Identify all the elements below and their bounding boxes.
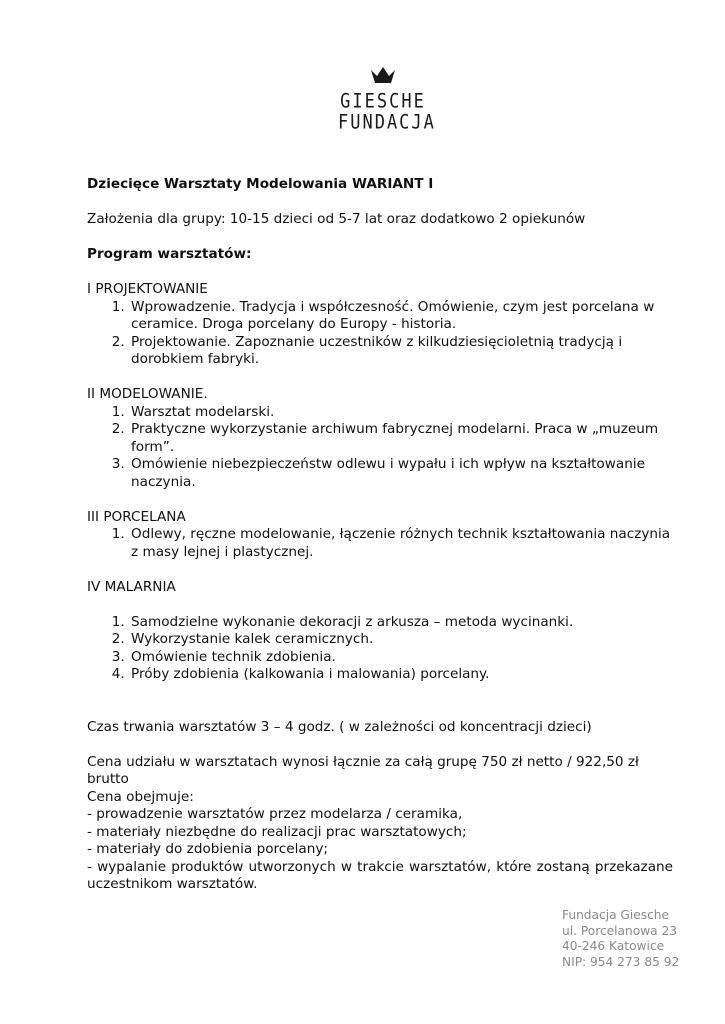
section-heading: III PORCELANA	[87, 508, 186, 525]
duration-text: Czas trwania warsztatów 3 – 4 godz. ( w zależności od koncentracji dzieci)	[87, 718, 592, 735]
section-list	[87, 526, 673, 561]
list-item: 2. Wykorzystanie kalek ceramicznych.	[129, 631, 673, 649]
footer-street: ul. Porcelanowa 23	[562, 923, 678, 938]
logo	[338, 66, 436, 135]
footer-address	[562, 908, 679, 970]
section-list	[87, 614, 673, 684]
list-item: 1. Warsztat modelarski.	[129, 404, 673, 422]
logo-line-2: FUNDACJA	[338, 111, 436, 135]
list-item: 2. Projektowanie. Zapoznanie uczestników z kilkudziesięcioletnią tradycją i dorobkiem fabryki.	[129, 334, 673, 369]
section-heading: II MODELOWANIE.	[87, 386, 208, 402]
list-item: 4. Próby zdobienia (kalkowania i malowania) porcelany.	[129, 666, 673, 684]
program-heading: Program warsztatów:	[87, 246, 252, 262]
section-porcelana	[87, 509, 673, 562]
section-projektowanie	[87, 281, 673, 369]
list-item: 1. Odlewy, ręczne modelowanie, łączenie różnych technik kształtowania naczynia z masy lejnej i plastycznej.	[129, 526, 673, 561]
includes-item: - materiały niezbędne do realizacji prac warsztatowych;	[87, 823, 467, 840]
list-item: 1. Samodzielne wykonanie dekoracji z arkusza – metoda wycinanki.	[129, 614, 673, 632]
includes-heading: Cena obejmuje:	[87, 788, 194, 805]
includes-item: - wypalanie produktów utworzonych w trakcie warsztatów, które zostaną przekazane uczestnikom warsztatów.	[87, 858, 673, 892]
list-item: 1. Wprowadzenie. Tradycja i współczesność. Omówienie, czym jest porcelana w ceramice. Droga porcelany do Europy - historia.	[129, 299, 673, 334]
footer-org-name: Fundacja Giesche	[562, 908, 670, 922]
includes-item: - materiały do zdobienia porcelany;	[87, 841, 328, 857]
price-text: Cena udziału w warsztatach wynosi łącznie za całą grupę 750 zł netto / 922,50 zł brutto	[87, 753, 639, 787]
list-item: 3. Omówienie niebezpieczeństw odlewu i wypału i ich wpływ na kształtowanie naczynia.	[129, 456, 673, 491]
list-item: 2. Praktyczne wykorzystanie archiwum fabrycznej modelarni. Praca w „muzeum form”.	[129, 421, 673, 456]
group-assumptions: Założenia dla grupy: 10-15 dzieci od 5-7 lat oraz dodatkowo 2 opiekunów	[87, 211, 586, 227]
document-body	[87, 176, 673, 894]
section-heading: IV MALARNIA	[87, 578, 176, 595]
section-modelowanie	[87, 386, 673, 491]
document-title: Dziecięce Warsztaty Modelowania WARIANT I	[87, 176, 434, 192]
section-malarnia	[87, 579, 673, 684]
footer-nip: NIP: 954 273 85 92	[562, 954, 680, 969]
section-list	[87, 404, 673, 492]
includes-item: - prowadzenie warsztatów przez modelarza / ceramika,	[87, 806, 463, 822]
section-list	[87, 299, 673, 369]
list-item: 3. Omówienie technik zdobienia.	[129, 649, 673, 667]
section-heading: I PROJEKTOWANIE	[87, 281, 208, 297]
crown-icon	[370, 66, 396, 84]
logo-line-1: GIESCHE	[340, 90, 426, 114]
footer-city: 40-246 Katowice	[562, 939, 665, 954]
